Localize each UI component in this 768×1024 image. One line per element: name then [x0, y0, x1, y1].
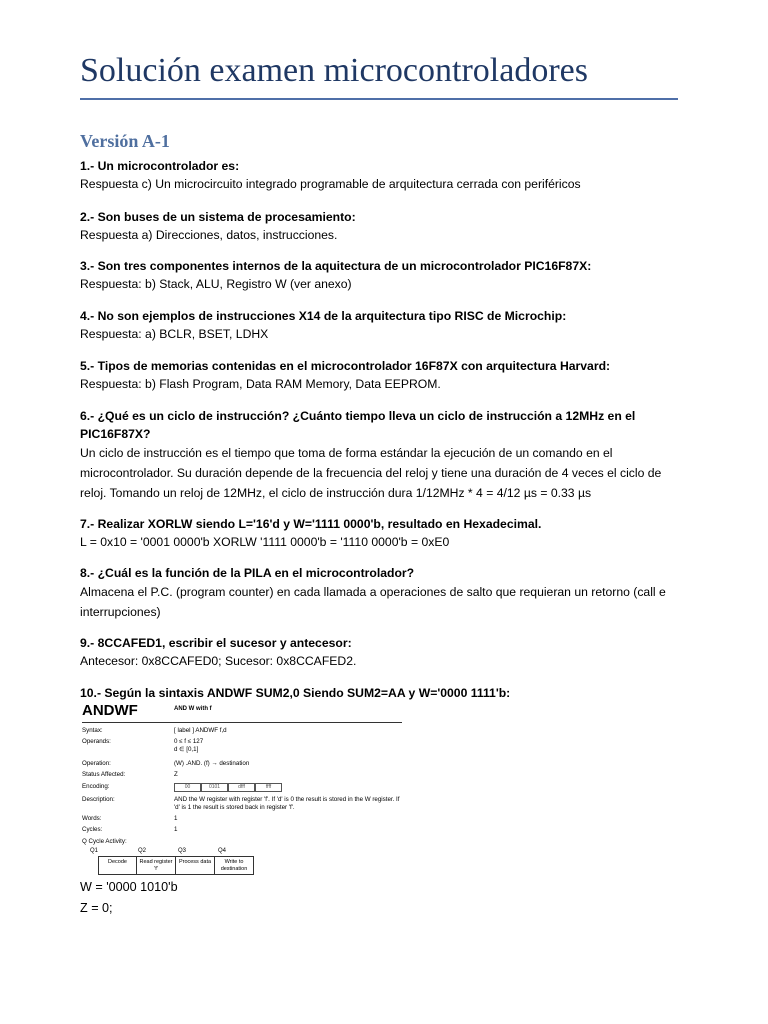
encoding-cell: ffff [255, 783, 282, 792]
title-underline [80, 98, 678, 100]
question-text: 1.- Un microcontrolador es: [80, 159, 240, 173]
q-activity-cell: Read register 'f' [137, 856, 176, 875]
document-title: Solución examen microcontroladores [80, 52, 588, 89]
row-value: 1 [174, 826, 178, 833]
row-key: Words: [82, 815, 102, 822]
row-key: Operation: [82, 760, 111, 767]
answer-text: Almacena el P.C. (program counter) en cada llamada a operaciones de salto que requieran un retorno (call e interrupciones) [80, 585, 666, 619]
question-text: 2.- Son buses de un sistema de procesamiento: [80, 210, 356, 224]
row-value: d ∈ [0,1] [174, 746, 199, 753]
instruction-name: ANDWF [82, 702, 138, 719]
instruction-description: AND W with f [174, 706, 212, 712]
question-text: 6.- ¿Qué es un ciclo de instrucción? ¿Cuánto tiempo lleva un ciclo de instrucción a 12MHz en el PIC16F87X? [80, 409, 636, 441]
question-9 [80, 634, 690, 670]
answer-text: L = 0x10 = '0001 0000'b XORLW '1111 0000'b = '1110 0000'b = 0xE0 [80, 535, 450, 549]
answer-text: Respuesta: a) BCLR, BSET, LDHX [80, 327, 269, 341]
question-text: 7.- Realizar XORLW siendo L='16'd y W='1111 0000'b, resultado en Hexadecimal. [80, 517, 542, 531]
question-text: 8.- ¿Cuál es la función de la PILA en el microcontrolador? [80, 566, 415, 580]
row-key: Cycles: [82, 826, 103, 833]
answer-text: Respuesta: b) Flash Program, Data RAM Memory, Data EEPROM. [80, 377, 441, 391]
row-value: 1 [174, 815, 178, 822]
q-activity-cell: Process data [176, 856, 215, 875]
question-1 [80, 157, 690, 193]
question-6 [80, 407, 690, 503]
q-label: Q3 [178, 848, 187, 854]
row-key: Q Cycle Activity: [82, 838, 127, 845]
encoding-cell: 00 [174, 783, 201, 792]
encoding-cell: dfff [228, 783, 255, 792]
question-text: 4.- No son ejemplos de instrucciones X14 de la arquitectura tipo RISC de Microchip: [80, 309, 567, 323]
q-label: Q4 [218, 848, 227, 854]
question-8 [80, 564, 690, 622]
question-text: 9.- 8CCAFED1, escribir el sucesor y antecesor: [80, 636, 352, 650]
q-activity-cell: Write to destination [215, 856, 254, 875]
question-text: 10.- Según la sintaxis ANDWF SUM2,0 Siendo SUM2=AA y W='0000 1111'b: [80, 686, 511, 700]
row-value: Z [174, 771, 178, 778]
question-text: 5.- Tipos de memorias contenidas en el microcontrolador 16F87X con arquitectura Harvard: [80, 359, 611, 373]
q-cycle-activity [98, 856, 254, 875]
encoding-cells [174, 783, 282, 792]
answer-text: Un ciclo de instrucción es el tiempo que toma de forma estándar la ejecución de un comando en el microcontrolador. Su duración depende de la frecuencia del reloj y tiene una duración de 4 veces el ciclo de reloj. Tomando un reloj de 12MHz, el ciclo de instrucción dura 1/12MHz * 4 = 4/12 µs = 0.33 µs [80, 446, 662, 500]
answer-text: Respuesta a) Direcciones, datos, instrucciones. [80, 228, 338, 242]
q-label: Q2 [138, 848, 147, 854]
question-3 [80, 257, 690, 293]
q-activity-cell: Decode [98, 856, 137, 875]
encoding-cell: 0101 [201, 783, 228, 792]
result-w: W = '0000 1010'b [80, 880, 178, 894]
row-value: AND the W register with register 'f'. If 'd' is 0 the result is stored in the W register. If 'd' is 1 the result is stored back in register 'f'. [174, 796, 400, 811]
row-key: Syntax: [82, 727, 103, 734]
answer-text: Respuesta c) Un microcircuito integrado programable de arquitectura cerrada con periféricos [80, 177, 581, 191]
question-7 [80, 515, 690, 551]
q-label: Q1 [90, 848, 99, 854]
question-5 [80, 357, 690, 393]
row-value: (W) .AND. (f) → destination [174, 760, 250, 767]
question-text: 3.- Son tres componentes internos de la aquitectura de un microcontrolador PIC16F87X: [80, 259, 592, 273]
question-10 [80, 684, 690, 702]
andwf-instruction-table [82, 702, 402, 878]
answer-text: Respuesta: b) Stack, ALU, Registro W (ver anexo) [80, 277, 352, 291]
row-key: Description: [82, 796, 115, 803]
table-divider [82, 722, 402, 723]
row-value: [ label ] ANDWF f,d [174, 727, 227, 734]
answer-text: Antecesor: 0x8CCAFED0; Sucesor: 0x8CCAFED2. [80, 654, 357, 668]
row-key: Status Affected: [82, 771, 126, 778]
row-key: Operands: [82, 738, 111, 745]
version-heading: Versión A-1 [80, 131, 170, 151]
result-z: Z = 0; [80, 901, 113, 915]
row-value: 0 ≤ f ≤ 127 [174, 738, 204, 745]
row-key: Encoding: [82, 783, 110, 790]
question-2 [80, 208, 690, 244]
question-4 [80, 307, 690, 343]
